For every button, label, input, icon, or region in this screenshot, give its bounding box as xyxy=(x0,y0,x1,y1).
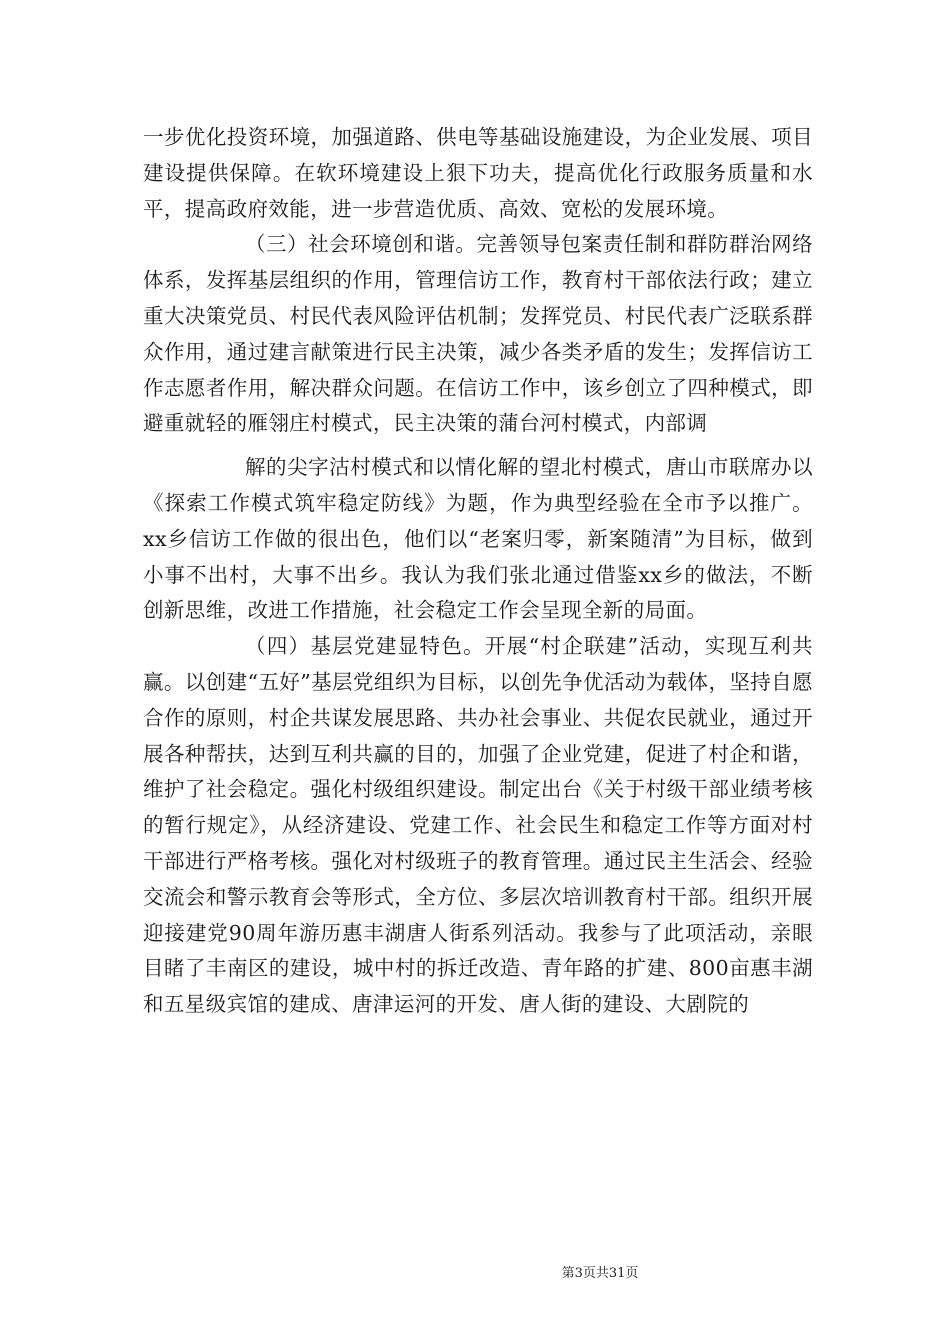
paragraph-continuation: 一步优化投资环境，加强道路、供电等基础设施建设，为企业发展、项目建设提供保障。在软环境建设上狠下功夫，提高优化行政服务质量和水平，提高政府效能，进一步营造优质、高效、宽松的发展环境。 xyxy=(143,125,813,221)
paragraph-petition-work: 解的尖字沽村模式和以情化解的望北村模式，唐山市联席办以《探索工作模式筑牢稳定防线》为题，作为典型经验在全市予以推广。xx乡信访工作做的很出色，他们以“老案归零，新案随清”为目标，做到小事不出村，大事不出乡。我认为我们张北通过借鉴xx乡的做法，不断创新思维，改进工作措施，社会稳定工作会呈现全新的局面。 xyxy=(143,455,813,623)
document-body xyxy=(143,120,813,1023)
paragraph-social-environment: （三）社会环境创和谐。完善领导包案责任制和群防群治网络体系，发挥基层组织的作用，管理信访工作，教育村干部依法行政；建立重大决策党员、村民代表风险评估机制；发挥党员、村民代表广泛联系群众作用，通过建言献策进行民主决策，减少各类矛盾的发生；发挥信访工作志愿者作用，解决群众问题。在信访工作中，该乡创立了四种模式，即避重就轻的雁翎庄村模式，民主决策的蒲台河村模式，内部调 xyxy=(143,232,813,436)
page-number-footer: 第3页共31页 xyxy=(561,1266,639,1281)
paragraph-party-building: （四）基层党建显特色。开展“村企联建”活动，实现互利共赢。以创建“五好”基层党组织为目标，以创先争优活动为载体，坚持自愿合作的原则，村企共谋发展思路、共办社会事业、共促农民就业，通过开展各种帮扶，达到互利共赢的目的，加强了企业党建，促进了村企和谐，维护了社会稳定。强化村级组织建设。制定出台《关于村级干部业绩考核的暂行规定》，从经济建设、党建工作、社会民生和稳定工作等方面对村干部进行严格考核。强化对村级班子的教育管理。通过民主生活会、经验交流会和警示教育会等形式，全方位、多层次培训教育村干部。组织开展迎接建党90周年游历惠丰湖唐人街系列活动。我参与了此项活动，亲眼目睹了丰南区的建设，城中村的拆迁改造、青年路的扩建、800亩惠丰湖和五星级宾馆的建成、唐津运河的开发、唐人街的建设、大剧院的 xyxy=(143,634,813,1017)
